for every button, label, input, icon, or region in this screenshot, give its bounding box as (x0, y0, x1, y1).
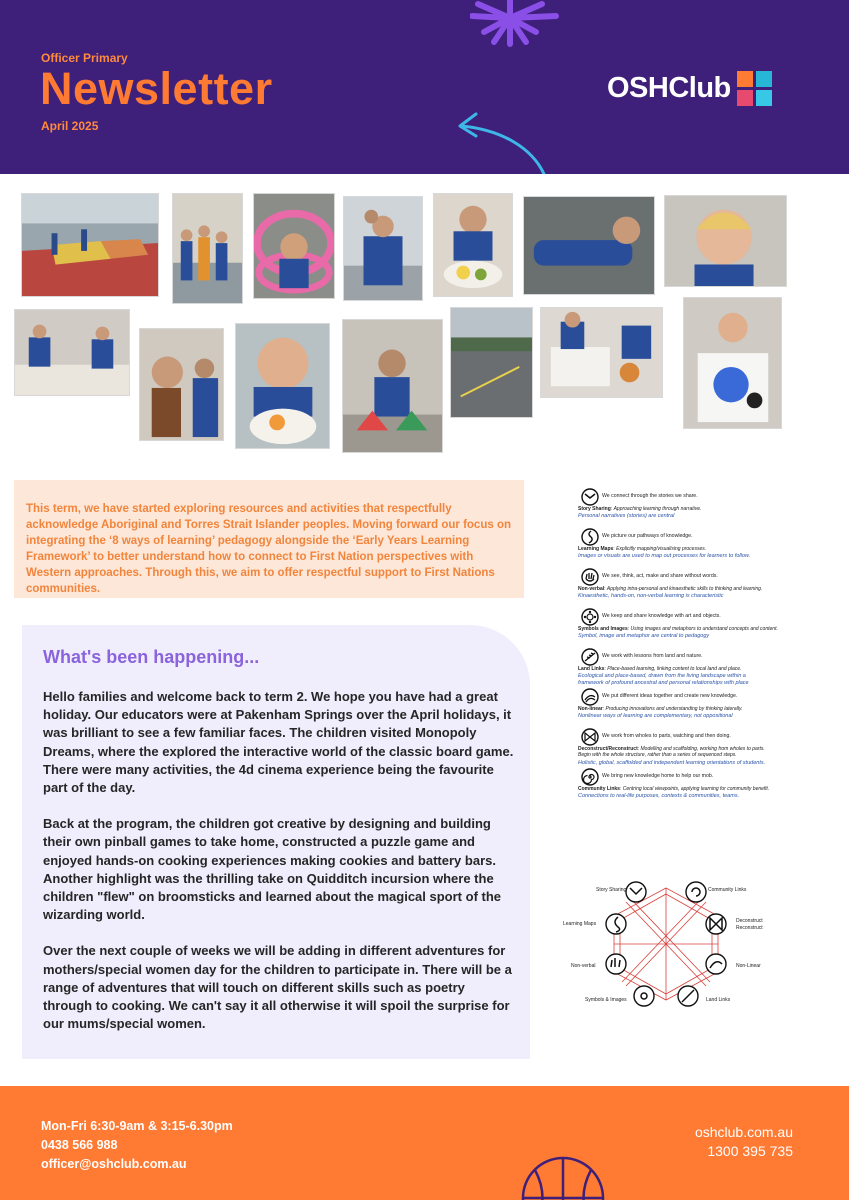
way-definition: Land Links: Place-based learning, linking content to local land and place. (578, 666, 742, 672)
spiral-icon (581, 768, 599, 786)
way-item (578, 728, 848, 768)
photo-children-indoors (343, 196, 423, 301)
photo-child-close-up (664, 195, 787, 287)
photo-child-with-drawing (683, 297, 782, 429)
diagram-label-symbols: Symbols & Images (585, 997, 627, 1003)
way-note: framework of profound ancestral and personal relationships with place (578, 680, 749, 686)
way-desc: Applying intra-personal and kinaesthetic skills to thinking and learning. (606, 586, 763, 592)
circles-icon (581, 608, 599, 626)
way-definition: Community Links: Centring local viewpoints, applying learning for community benefit. (578, 786, 770, 792)
circles-icon (634, 986, 654, 1006)
newsletter-date: April 2025 (41, 119, 99, 133)
way-name: Story Sharing (578, 506, 611, 512)
intro-text: This term, we have started exploring resources and activities that respectfully acknowledge Aboriginal and Torres Strait Islander peoples. Moving forward our focus on integrating the ‘8 ways of learning’ pedagogy alongside the ‘Early Years Learning Framework’ to better understand how to connect to First Nation perspectives with Western approaches. Through this, we aim to offer respectful support to First Nations communities. (26, 503, 511, 595)
logo-squares-icon (737, 71, 772, 106)
email-link[interactable]: officer@oshclub.com.au (41, 1157, 187, 1171)
newsletter-header (0, 0, 849, 174)
way-item (578, 568, 848, 608)
happening-paragraph: Over the next couple of weeks we will be adding in different adventures for mothers/special women day for the children to participate in. There will be a range of adventures that will touch on different skills such as poetry through to cooking. We can't say it all otherwise it will spoil the surprise for our mums/special women. (43, 943, 512, 1032)
basketball-icon (520, 1154, 606, 1200)
way-note: Holistic, global, scaffolded and independent learning orientations of students. (578, 760, 766, 766)
bowtie-icon (581, 728, 599, 746)
way-desc: Using images and metaphors to understand concepts and content. (630, 626, 778, 632)
intro-box (14, 480, 524, 598)
way-note: Personal narratives (stories) are central (578, 513, 675, 519)
opening-hours: Mon-Fri 6:30-9am & 3:15-6.30pm (41, 1119, 233, 1133)
way-definition: Deconstruct/Reconstruct: Modelling and scaffolding, working from wholes to parts. (578, 746, 765, 752)
diagram-label-story: Story Sharing (596, 887, 627, 893)
diagram-label-maps: Learning Maps (563, 921, 597, 927)
hotline-number: 1300 395 735 (707, 1143, 793, 1159)
photo-child-thumbs-up (139, 328, 224, 441)
way-intro: We connect through the stories we share. (602, 493, 698, 499)
diagram-label-community: Community Links (708, 887, 747, 893)
way-note: Images or visuals are used to map out processes for learners to follow. (578, 553, 751, 559)
boomerang-icon (626, 882, 646, 902)
hand-icon (581, 568, 599, 586)
diagram-label-reconstruct: Reconstruct (736, 925, 763, 931)
photo-children-colouring (540, 307, 663, 398)
way-desc: Producing innovations and understanding by thinking laterally. (605, 706, 743, 712)
way-name: Community Links (578, 786, 620, 792)
way-intro: We keep and share knowledge with art and objects. (602, 613, 721, 619)
happening-section (22, 625, 530, 1059)
photo-child-eating (235, 323, 330, 449)
hand-icon (606, 954, 626, 974)
footer-contact (41, 1117, 233, 1174)
way-desc: Centring local viewpoints, applying learning for community benefit. (622, 786, 770, 792)
phone-number: 0438 566 988 (41, 1138, 118, 1152)
school-name: Officer Primary (41, 51, 128, 65)
eight-ways-list (578, 488, 848, 808)
diagram-label-deconstruct: Deconstruct (736, 918, 763, 924)
way-desc: Approaching learning through narrative. (613, 506, 702, 512)
way-intro: We bring new knowledge home to help our mob. (602, 773, 714, 779)
happening-paragraph: Hello families and welcome back to term 2. We hope you have had a great holiday. Our educators were at Pakenham Springs over the April holidays, it was brilliant to see a few familiar faces. The children visited Monopoly Dreams, where the explored the interactive world of the classic board game. There were many activities, the 4d cinema experience being the favourite part of the day. (43, 689, 514, 796)
curved-arrow-icon (452, 108, 552, 174)
feather-icon (581, 648, 599, 666)
footer (0, 1086, 849, 1200)
diagram-lattice (614, 888, 718, 1000)
way-intro: We work with lessons from land and nature. (602, 653, 703, 659)
newsletter-title: Newsletter (40, 63, 273, 114)
arcs-icon (706, 954, 726, 974)
way-intro: We work from wholes to parts, watching and then doing. (602, 733, 731, 739)
diagram-label-land: Land Links (706, 997, 731, 1003)
website-link[interactable]: oshclub.com.au (694, 1124, 793, 1140)
way-intro: We picture our pathways of knowledge. (602, 533, 693, 539)
eight-ways-diagram (556, 872, 776, 1012)
diagram-label-nonlinear: Non-Linear (736, 963, 761, 969)
photo-child-lying-floor (523, 196, 655, 295)
way-desc: Explicitly mapping/visualising processes. (616, 546, 707, 552)
way-note: Kinaesthetic, hands-on, non-verbal learning is characteristic (578, 593, 724, 599)
oshclub-logo (607, 71, 772, 106)
way-name: Symbols and Images (578, 626, 628, 632)
way-desc: Modelling and scaffolding, working from wholes to parts. (640, 746, 765, 752)
way-item (578, 688, 848, 728)
way-name: Non-verbal (578, 586, 605, 592)
photo-asphalt-court (450, 307, 533, 418)
way-item (578, 488, 848, 528)
way-definition: Story Sharing: Approaching learning through narrative. (578, 506, 702, 512)
photo-children-at-table (14, 309, 130, 396)
sunburst-icon (470, 0, 570, 50)
way-intro: We see, think, act, make and share without words. (602, 573, 718, 579)
footer-web (695, 1123, 793, 1161)
photo-playground-court (21, 193, 159, 297)
way-note: Ecological and place-based, drawn from the living landscape within a (578, 673, 746, 679)
way-definition: Symbols and Images: Using images and metaphors to understand concepts and content. (578, 626, 778, 632)
squiggle-icon (581, 528, 599, 546)
way-item (578, 528, 848, 568)
happening-heading: What's been happening... (43, 647, 260, 667)
way-note: Connections to real-life purposes, contexts & communities, teams. (578, 793, 740, 799)
photo-child-with-fruit (433, 193, 513, 297)
happening-paragraph: Back at the program, the children got creative by designing and building their own pinball games to take home, constructed a puzzle game and enjoyed hands-on cooking experiences making cookies and battery bars. Another highlight was the thrilling take on Quidditch incursion where the children "flew" on broomsticks and learned about the magical sport of the wizarding world. (43, 816, 502, 923)
way-item (578, 648, 848, 688)
way-note: Nonlinear ways of learning are complementary, not oppositional (578, 713, 733, 719)
spiral-icon (686, 882, 706, 902)
photo-child-in-hoop (253, 193, 335, 299)
way-name: Learning Maps (578, 546, 614, 552)
way-item (578, 608, 848, 648)
arcs-icon (581, 688, 599, 706)
way-definition: Learning Maps: Explicitly mapping/visualising processes. (578, 546, 707, 552)
way-name: Non-linear (578, 706, 603, 712)
photo-child-with-blocks (342, 319, 443, 453)
way-intro: We put different ideas together and create new knowledge. (602, 693, 738, 699)
way-item (578, 768, 848, 808)
way-note: Symbol, image and metaphor are central to pedagogy (578, 633, 710, 639)
way-name: Deconstruct/Reconstruct (578, 746, 638, 752)
diagram-label-nonverbal: Non-verbal (571, 963, 596, 969)
way-desc: Place-based learning, linking content to local land and place. (607, 666, 742, 672)
logo-text: OSHClub (607, 72, 731, 104)
way-definition: Non-verbal: Applying intra-personal and kinaesthetic skills to thinking and learning. (578, 586, 763, 592)
photo-children-group (172, 193, 243, 304)
boomerang-icon (581, 488, 599, 506)
way-definition: Non-linear: Producing innovations and understanding by thinking laterally. (578, 706, 743, 712)
way-desc: Begin with the whole structure, rather than a series of sequenced steps. (578, 752, 737, 758)
way-name: Land Links (578, 666, 605, 672)
